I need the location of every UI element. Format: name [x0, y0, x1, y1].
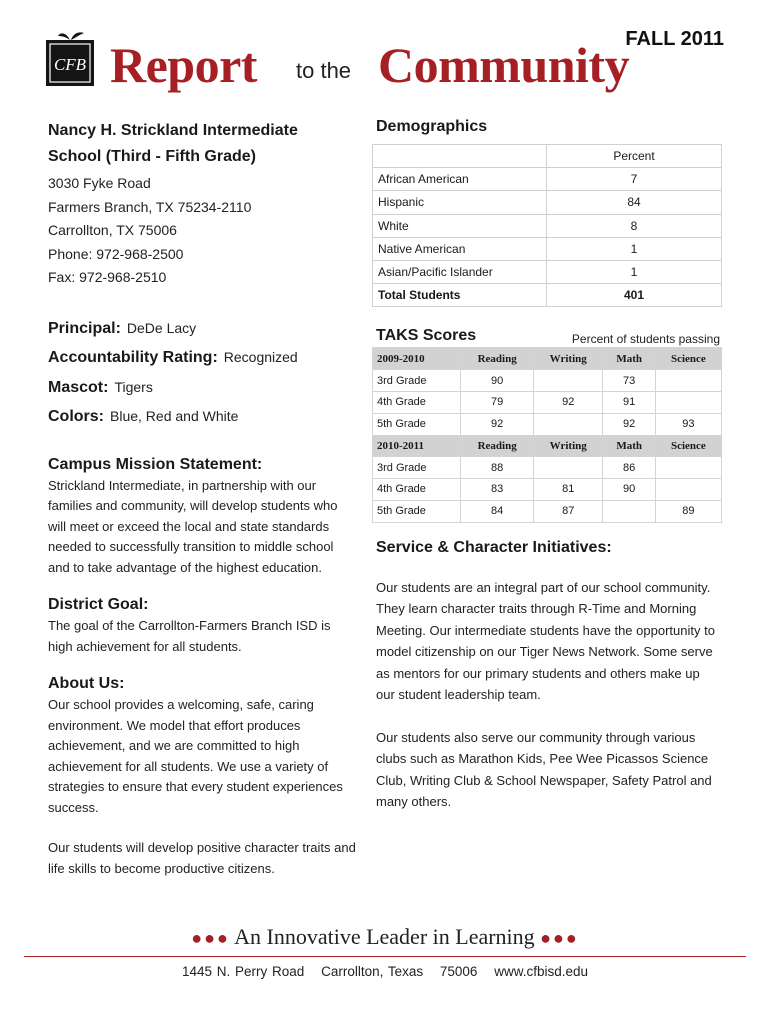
grade-label: 3rd Grade — [373, 457, 461, 479]
demographics-table — [372, 144, 722, 307]
school-name-line-2: School (Third - Fifth Grade) — [48, 148, 256, 165]
writing-score: 87 — [533, 500, 603, 522]
mission-heading: Campus Mission Statement: — [48, 455, 263, 473]
grade-label: 4th Grade — [373, 479, 461, 501]
year-header-row — [373, 435, 722, 457]
taks-table — [372, 347, 722, 522]
row-value: 8 — [547, 214, 722, 237]
data-column — [372, 116, 722, 813]
table-row — [373, 260, 722, 283]
logo-text: CFB — [53, 55, 87, 74]
writing-score: 81 — [533, 479, 603, 501]
col-header: Math — [603, 435, 655, 457]
col-header: Science — [655, 435, 721, 457]
address-street: 3030 Fyke Road — [48, 175, 151, 191]
fact-label: Mascot: — [48, 378, 109, 396]
year-header-row — [373, 348, 722, 370]
address-city-2: Carrollton, TX 75006 — [48, 222, 177, 238]
reading-score: 88 — [461, 457, 534, 479]
reading-score: 83 — [461, 479, 534, 501]
school-facts — [48, 314, 356, 432]
season-label: FALL 2011 — [625, 28, 724, 50]
slogan — [24, 922, 746, 953]
row-label: Asian/Pacific Islander — [373, 260, 547, 283]
writing-score — [533, 457, 603, 479]
taks-heading: TAKS Scores — [376, 327, 477, 345]
row-label: Hispanic — [373, 191, 547, 214]
table-header-row — [373, 145, 722, 168]
row-value: 1 — [547, 260, 722, 283]
reading-score: 92 — [461, 413, 534, 435]
fact-label: Colors: — [48, 408, 104, 425]
table-row — [373, 413, 722, 435]
science-score: 89 — [655, 500, 721, 522]
title-to-the: to the — [296, 58, 352, 83]
cfb-apple-logo — [44, 30, 98, 88]
table-row — [373, 391, 722, 413]
about-text-1: Our school provides a welcoming, safe, caring environment. We model that effort produces achievement, and we are committed to high achievement for all students. We use a variety of strategies to ensure that every student experiences success. — [48, 697, 343, 815]
col-header: Writing — [533, 348, 603, 370]
col-header: Science — [655, 348, 721, 370]
fact-value: Blue, Red and White — [110, 408, 239, 424]
science-score — [655, 370, 721, 392]
reading-score: 90 — [461, 370, 534, 392]
school-info-column — [48, 118, 356, 879]
footer-address: 1445 N. Perry Road — [182, 964, 305, 979]
math-score: 86 — [603, 457, 655, 479]
about-heading: About Us: — [48, 675, 125, 692]
footer-website-link[interactable]: www.cfbisd.edu — [494, 964, 588, 979]
fact-principal — [48, 314, 356, 344]
science-score — [655, 479, 721, 501]
science-score: 93 — [655, 413, 721, 435]
fact-value: Recognized — [223, 349, 298, 365]
footer-city: Carrollton, Texas — [321, 964, 424, 979]
row-value: 84 — [547, 191, 722, 214]
math-score — [603, 500, 655, 522]
title-community: Community — [378, 37, 630, 93]
table-row — [373, 214, 722, 237]
service-text-1: Our students are an integral part of our school community. They learn character traits through R-Time and Morning Meeting. Our intermediate students have the opportunity to model citizenship on our Tiger News Network. Some serve as mentors for our primary students and others make up our student leadership team. — [376, 579, 715, 703]
year-label: 2009-2010 — [373, 348, 461, 370]
phone-number: Phone: 972-968-2500 — [48, 245, 184, 262]
footer-divider — [24, 956, 746, 957]
grade-label: 4th Grade — [373, 391, 461, 413]
row-value: 7 — [547, 168, 722, 191]
total-row — [373, 284, 722, 307]
table-row — [373, 168, 722, 191]
row-label: White — [373, 214, 547, 237]
district-goal-text: The goal of the Carrollton-Farmers Branch ISD is high achievement for all students. — [48, 618, 331, 654]
col-header: Math — [603, 348, 655, 370]
about-text-2: Our students will develop positive character traits and life skills to become productive citizens. — [48, 840, 356, 876]
table-row — [373, 457, 722, 479]
paragraph-spacer — [48, 818, 356, 838]
grade-label: 5th Grade — [373, 413, 461, 435]
bullet-dots-icon: ●●● — [191, 928, 230, 948]
writing-score — [533, 370, 603, 392]
grade-label: 3rd Grade — [373, 370, 461, 392]
address-city-1: Farmers Branch, TX 75234-2110 — [48, 198, 252, 215]
table-cell — [373, 145, 547, 168]
fact-colors — [48, 402, 356, 432]
taks-header — [372, 325, 722, 347]
col-header: Writing — [533, 435, 603, 457]
reading-score: 84 — [461, 500, 534, 522]
fact-label: Accountability Rating: — [48, 349, 218, 366]
col-header: Reading — [461, 435, 534, 457]
percent-header: Percent — [547, 145, 722, 168]
fact-value: DeDe Lacy — [126, 319, 197, 336]
demographics-heading: Demographics — [376, 118, 488, 135]
footer — [24, 922, 746, 979]
row-label: Total Students — [373, 284, 547, 307]
title-report: Report — [110, 37, 257, 93]
header — [44, 26, 734, 98]
table-row — [373, 191, 722, 214]
fact-accountability — [48, 343, 356, 373]
math-score: 92 — [603, 413, 655, 435]
science-score — [655, 457, 721, 479]
math-score: 91 — [603, 391, 655, 413]
math-score: 90 — [603, 479, 655, 501]
table-row — [373, 370, 722, 392]
grade-label: 5th Grade — [373, 500, 461, 522]
reading-score: 79 — [461, 391, 534, 413]
col-header: Reading — [461, 348, 534, 370]
table-row — [373, 500, 722, 522]
row-value: 1 — [547, 237, 722, 260]
bullet-dots-icon: ●●● — [540, 928, 579, 948]
district-goal-heading: District Goal: — [48, 596, 149, 613]
fact-label: Principal: — [48, 319, 121, 337]
fact-mascot — [48, 373, 356, 403]
mission-text: Strickland Intermediate, in partnership with our families and community, will develop students who will meet or exceed the local and state standards needed to successfully transition to middle school and to take advantage of the highest education. — [48, 477, 338, 575]
service-heading: Service & Character Initiatives: — [376, 538, 612, 556]
math-score: 73 — [603, 370, 655, 392]
slogan-text: An Innovative Leader in Learning — [234, 924, 535, 949]
table-row — [373, 237, 722, 260]
fact-value: Tigers — [114, 378, 153, 395]
fax-number: Fax: 972-968-2510 — [48, 269, 167, 285]
table-row — [373, 479, 722, 501]
year-label: 2010-2011 — [373, 435, 461, 457]
footer-contact — [24, 964, 746, 979]
writing-score — [533, 413, 603, 435]
school-name-line-1: Nancy H. Strickland Intermediate — [48, 122, 298, 139]
row-label: Native American — [373, 237, 547, 260]
writing-score: 92 — [533, 391, 603, 413]
science-score — [655, 391, 721, 413]
service-text-2: Our students also serve our community through various clubs such as Marathon Kids, Pee Wee Picassos Science Club, Writing Club & School Newspaper, Safety Patrol and many others. — [376, 729, 712, 810]
row-label: African American — [373, 168, 547, 191]
footer-zip: 75006 — [439, 964, 478, 979]
row-value: 401 — [547, 284, 722, 307]
taks-note: Percent of students passing — [571, 332, 720, 347]
